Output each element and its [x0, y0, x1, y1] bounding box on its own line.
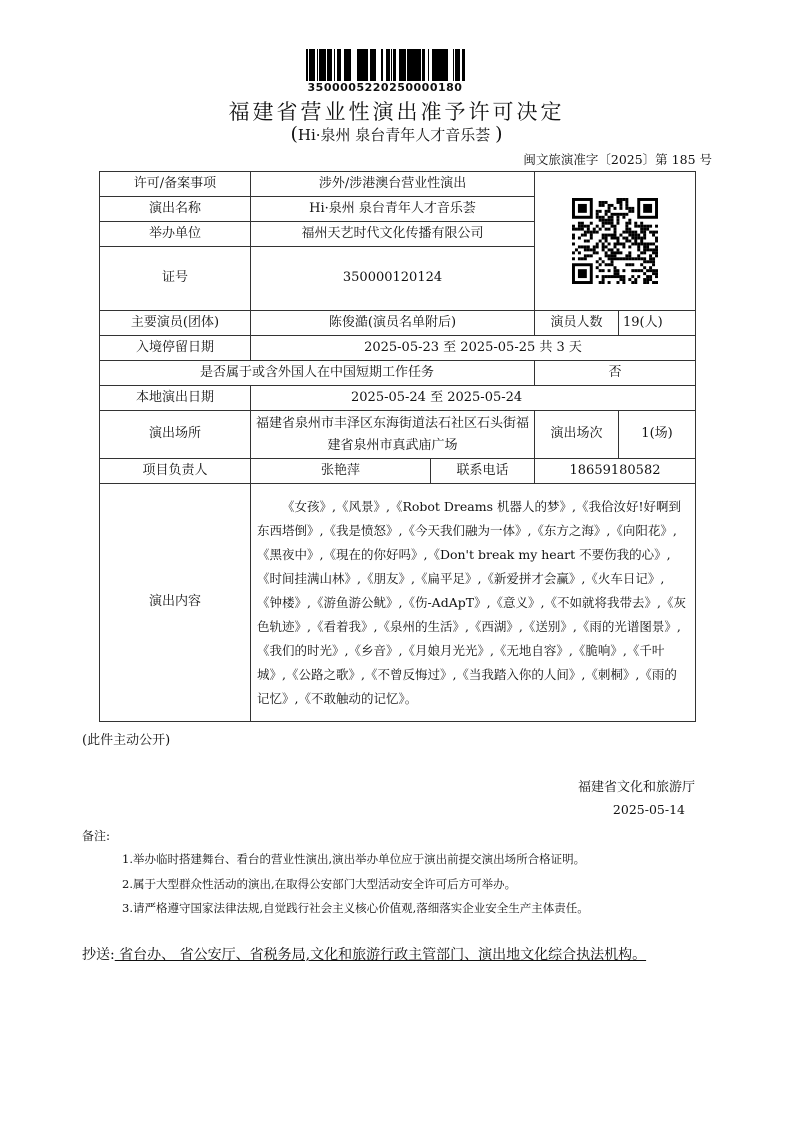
cc-list: 省台办、 省公安厅、省税务局,文化和旅游行政主管部门、演出地文化综合执法机构。 — [114, 947, 647, 963]
venue-value: 福建省泉州市丰泽区东海街道法石社区石头街福建省泉州市真武庙广场 — [251, 411, 535, 459]
foreign-work-value: 否 — [535, 361, 696, 386]
lead-performer-label: 主要演员(团体) — [100, 311, 251, 336]
subtitle-close-paren: ) — [495, 123, 503, 145]
cc-label: 抄送: — [82, 947, 115, 963]
venue-label: 演出场所 — [100, 411, 251, 459]
certificate-value: 350000120124 — [251, 247, 535, 311]
organizer-value: 福州天艺时代文化传播有限公司 — [251, 222, 535, 247]
manager-value: 张艳萍 — [251, 459, 431, 484]
session-count-label: 演出场次 — [535, 411, 619, 459]
license-table — [99, 171, 696, 722]
foreign-work-label: 是否属于或含外国人在中国短期工作任务 — [100, 361, 535, 386]
session-count-value: 1(场) — [619, 411, 696, 459]
document-subtitle — [0, 123, 793, 145]
public-disclosure-note: (此件主动公开) — [82, 733, 171, 748]
organizer-label: 举办单位 — [100, 222, 251, 247]
manager-label: 项目负责人 — [100, 459, 251, 484]
carbon-copy — [82, 943, 722, 967]
barcode — [305, 49, 465, 81]
performer-count-value: 19(人) — [619, 311, 696, 336]
notes-title: 备注: — [82, 829, 111, 843]
license-item-value: 涉外/涉港澳台营业性演出 — [251, 172, 535, 197]
show-name-value: Hi·泉州 泉台青年人才音乐荟 — [251, 197, 535, 222]
note-item: 3.请严格遵守国家法律法规,自觉践行社会主义核心价值观,落细落实企业安全生产主体责任。 — [122, 901, 589, 915]
subtitle-text: Hi·泉州 泉台青年人才音乐荟 — [297, 126, 491, 144]
document-number: 闽文旅演准字〔2025〕第 185 号 — [523, 152, 712, 167]
content-value: 《女孩》,《风景》,《Robot Dreams 机器人的梦》,《我佮汝好!好啊到东西塔倒》,《我是愤怒》,《今天我们融为一体》,《东方之海》,《向阳花》,《黑夜中》,《現在的你好吗》,《Don't break my heart 不要伤我的心》,《时间挂满山林》,《朋友》,《扁平足》,《新爱拼才会赢》,《火车日记》,《钟楼》,《游鱼游公鱿》,《伤-AdApT》,《意义》,《不如就将我带去》,《灰色轨迹》,《看着我》,《泉州的生活》,《西湖》,《送别》,《雨的光谱图景》,《我们的时光》,《乡音》,《月娘月光光》,《无地自容》,《脆响》,《千叶城》,《公路之歌》,《不曾反悔过》,《当我踏入你的人间》,《刺桐》,《雨的记忆》,《不敢触动的记忆》。 — [251, 484, 696, 722]
issue-date: 2025-05-14 — [612, 802, 685, 817]
note-item: 2.属于大型群众性活动的演出,在取得公安部门大型活动安全许可后方可举办。 — [122, 877, 517, 891]
phone-value: 18659180582 — [535, 459, 696, 484]
performer-count-label: 演员人数 — [535, 311, 619, 336]
show-name-label: 演出名称 — [100, 197, 251, 222]
qr-cell — [535, 172, 696, 311]
qr-code — [572, 198, 658, 284]
local-date-label: 本地演出日期 — [100, 386, 251, 411]
barcode-number: 3500005220250000180 — [307, 81, 463, 94]
certificate-label: 证号 — [100, 247, 251, 311]
note-item: 1.举办临时搭建舞台、看台的营业性演出,演出举办单位应于演出前提交演出场所合格证明。 — [122, 852, 586, 866]
license-item-label: 许可/备案事项 — [100, 172, 251, 197]
lead-performer-value: 陈俊澔(演员名单附后) — [251, 311, 535, 336]
issuing-authority: 福建省文化和旅游厅 — [577, 780, 695, 795]
local-date-value: 2025-05-24 至 2025-05-24 — [251, 386, 696, 411]
stay-date-label: 入境停留日期 — [100, 336, 251, 361]
stay-date-value: 2025-05-23 至 2025-05-25 共 3 天 — [251, 336, 696, 361]
document-title: 福建省营业性演出准予许可决定 — [228, 100, 565, 124]
phone-label: 联系电话 — [431, 459, 535, 484]
content-label: 演出内容 — [100, 484, 251, 722]
subtitle-open-paren: ( — [290, 123, 298, 145]
